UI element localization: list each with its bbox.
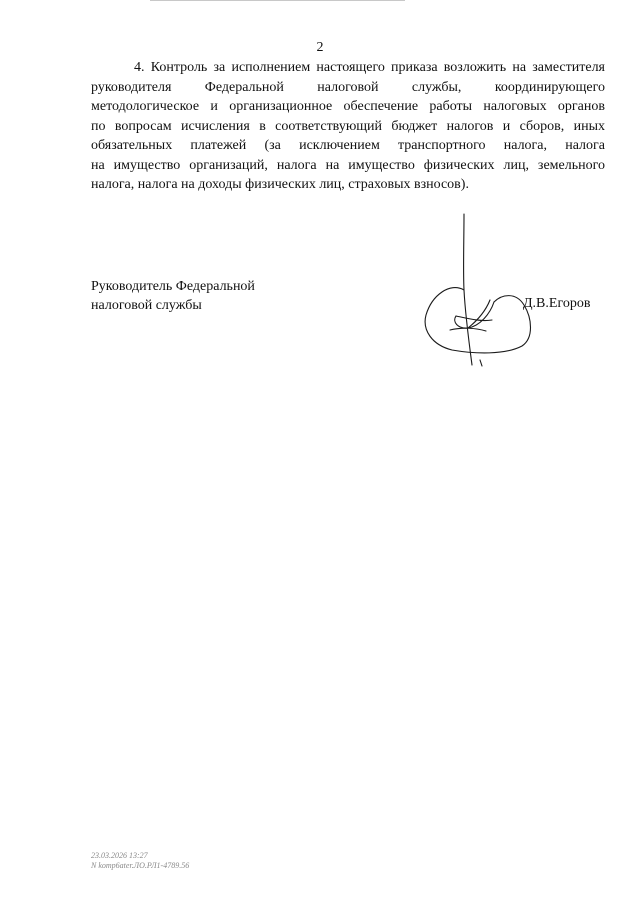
paragraph-line: обязательных платежей (за исключением транспортного налога, налога [91,138,605,153]
signer-position-line: Руководитель Федеральной [91,279,255,294]
signer-name: Д.В.Егоров [523,296,591,311]
registration-stamp [91,851,189,871]
page-number: 2 [316,40,324,55]
order-paragraph [91,58,605,195]
scan-edge-line [150,0,405,1]
paragraph-line: на имущество организаций, налога на имущество физических лиц, земельного [91,157,605,173]
handwritten-signature [420,210,535,370]
paragraph-line: методологическое и организационное обеспечение работы налоговых органов [91,99,605,114]
signer-position [91,277,255,315]
paragraph-line: налога, налога на доходы физических лиц, страховых взносов). [91,177,469,192]
paragraph-line: 4. Контроль за исполнением настоящего приказа возложить на заместителя [134,60,605,75]
paragraph-line: по вопросам исчисления в соответствующий бюджет налогов и сборов, иных [91,118,605,134]
stamp-timestamp: 23.03.2026 13:27 [91,851,148,860]
paragraph-line: руководителя Федеральной налоговой службы, координирующего [91,79,605,95]
stamp-reference: N komp6ater.ЛО.РЛ1-4789.56 [91,861,190,870]
signer-position-line: налоговой службы [91,298,202,313]
